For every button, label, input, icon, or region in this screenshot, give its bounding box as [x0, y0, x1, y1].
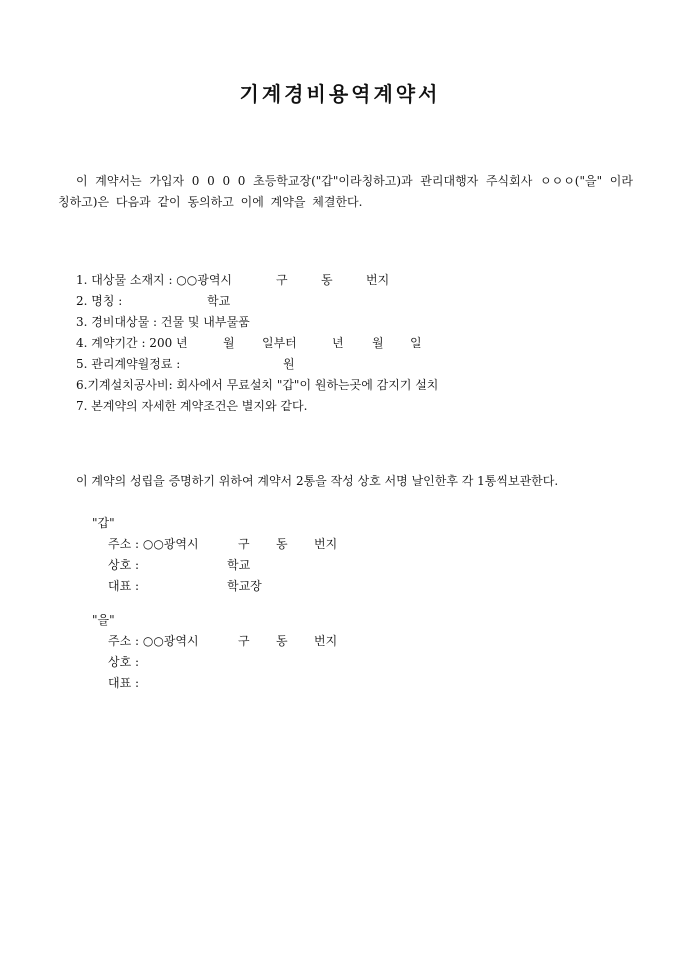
- item-installation-label: 6.기계설치공사비: 회사에서 무료설치 "갑"이 원하는곳에 감지기 설치: [76, 378, 439, 392]
- party-b-beonji: 번지: [314, 634, 338, 648]
- party-a-name-row: [92, 555, 492, 576]
- item-period-month2: 월: [372, 336, 384, 350]
- item-name-label: 2. 명칭 :: [76, 294, 123, 308]
- party-a-rep-row: [92, 576, 492, 597]
- item-location-dong: 동: [321, 273, 333, 287]
- item-guarded-objects-label: 3. 경비대상물 : 건물 및 내부물품: [76, 315, 250, 329]
- party-a-name-label: 상호 :: [108, 558, 140, 572]
- closing-paragraph: 이 계약의 성립을 증명하기 위하여 계약서 2통을 작성 상호 서명 날인한후 각 1통씩보관한다.: [76, 474, 559, 488]
- item-contract-period: [76, 333, 636, 354]
- party-a-beonji: 번지: [314, 537, 338, 551]
- item-fee-won: 원: [283, 357, 295, 371]
- item-monthly-fee: [76, 354, 636, 375]
- intro-paragraph: 이 계약서는 가입자 0 0 0 0 초등학교장("갑"이라칭하고)과 관리대행자 주식회사 ㅇㅇㅇ("을" 이라칭하고)은 다음과 같이 동의하고 이에 계약을 체결한다.: [58, 174, 633, 209]
- item-installation-cost: [76, 375, 636, 396]
- party-b-rep-label: 대표 :: [108, 676, 140, 690]
- party-b-rep-row: [92, 673, 492, 694]
- party-a-rep-label: 대표 :: [108, 579, 140, 593]
- item-guarded-objects: [76, 312, 636, 333]
- party-b-address-row: [92, 631, 492, 652]
- party-b-block: [92, 610, 492, 694]
- party-b-dong: 동: [276, 634, 288, 648]
- item-fee-label: 5. 관리계약월정료 :: [76, 357, 181, 371]
- party-a-block: [92, 513, 492, 597]
- document-title: 기계경비용역계약서: [239, 82, 441, 106]
- item-location-gu: 구: [276, 273, 288, 287]
- item-terms-label: 7. 본계약의 자세한 계약조건은 별지와 같다.: [76, 399, 308, 413]
- party-a-name-value: 학교: [227, 558, 251, 572]
- item-period-day1: 일부터: [262, 336, 297, 350]
- item-location-label: 1. 대상물 소재지 : ○○광역시: [76, 273, 233, 287]
- party-b-name-label: 상호 :: [108, 655, 140, 669]
- party-b-gu: 구: [238, 634, 250, 648]
- party-a-address-label: 주소 : ○○광역시: [108, 537, 199, 551]
- item-period-year2: 년: [332, 336, 344, 350]
- party-a-label: "갑": [92, 516, 115, 530]
- item-period-day2: 일: [410, 336, 422, 350]
- item-terms: [76, 396, 636, 417]
- party-a-address-row: [92, 534, 492, 555]
- item-period-month1: 월: [223, 336, 235, 350]
- party-a-dong: 동: [276, 537, 288, 551]
- item-location-beonji: 번지: [366, 273, 390, 287]
- item-period-label: 4. 계약기간 : 200 년: [76, 336, 188, 350]
- item-location: [76, 270, 636, 291]
- item-name: [76, 291, 636, 312]
- party-a-gu: 구: [238, 537, 250, 551]
- contract-items-list: [76, 270, 636, 417]
- party-b-label: "을": [92, 613, 115, 627]
- party-b-address-label: 주소 : ○○광역시: [108, 634, 199, 648]
- party-a-rep-value: 학교장: [227, 579, 262, 593]
- party-b-name-row: [92, 652, 492, 673]
- item-name-school: 학교: [207, 294, 231, 308]
